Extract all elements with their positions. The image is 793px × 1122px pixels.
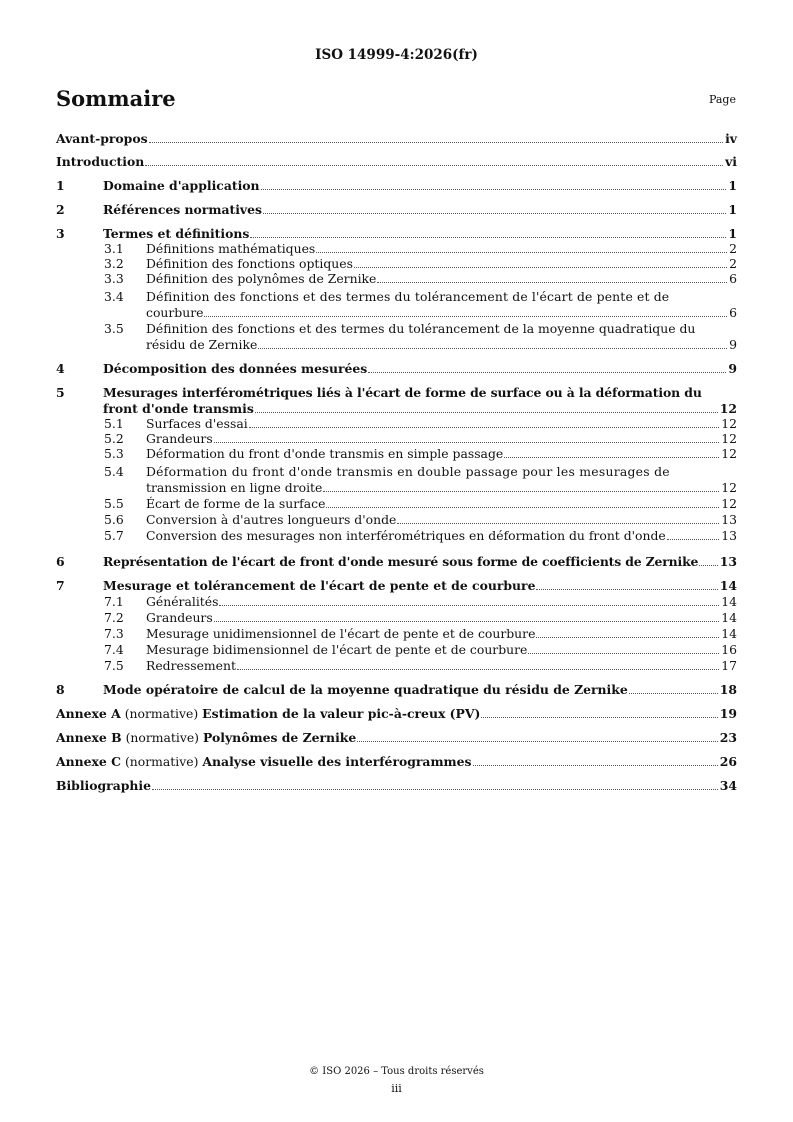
toc-entry-5-line2[interactable]: front d'onde transmis 12 [103, 401, 737, 416]
toc-entry-7-4[interactable]: 7.4 Mesurage bidimensionnel de l'écart de pente et de courbure 16 [104, 642, 737, 657]
toc-entry-annex-c[interactable]: Annexe C (normative) Analyse visuelle des interférogrammes 26 [56, 754, 737, 769]
toc-entry-7[interactable]: 7 Mesurage et tolérancement de l'écart de pente et de courbure 14 [56, 578, 737, 593]
toc-entry-7-1[interactable]: 7.1 Généralités 14 [104, 594, 737, 609]
toc-entry-3-1[interactable]: 3.1 Définitions mathématiques 2 [104, 241, 737, 256]
toc-entry-4[interactable]: 4 Décomposition des données mesurées 9 [56, 361, 737, 376]
toc-entry-5-4-line1[interactable]: 5.4 Déformation du front d'onde transmis en double passage pour les mesurages de [104, 464, 670, 479]
toc-entry-annex-b[interactable]: Annexe B (normative) Polynômes de Zernike 23 [56, 730, 737, 745]
toc-entry-3[interactable]: 3 Termes et définitions 1 [56, 226, 737, 241]
toc-entry-3-5-line2[interactable]: résidu de Zernike 9 [146, 337, 737, 352]
toc-entry-5-6[interactable]: 5.6 Conversion à d'autres longueurs d'onde 13 [104, 512, 737, 527]
toc-entry-8[interactable]: 8 Mode opératoire de calcul de la moyenne quadratique du résidu de Zernike 18 [56, 682, 737, 697]
toc-entry-3-2[interactable]: 3.2 Définition des fonctions optiques 2 [104, 256, 737, 271]
toc-entry-5-5[interactable]: 5.5 Écart de forme de la surface 12 [104, 496, 737, 511]
toc-entry-5-3[interactable]: 5.3 Déformation du front d'onde transmis en simple passage 12 [104, 446, 737, 461]
toc-entry-3-3[interactable]: 3.3 Définition des polynômes de Zernike 6 [104, 271, 737, 286]
toc-entry-5-4-line2[interactable]: transmission en ligne droite 12 [146, 480, 737, 495]
toc-entry-bibliographie[interactable]: Bibliographie 34 [56, 778, 737, 793]
page-title: Sommaire [56, 86, 176, 111]
copyright-footer: © ISO 2026 – Tous droits réservés [309, 1066, 484, 1077]
toc-entry-5-1[interactable]: 5.1 Surfaces d'essai 12 [104, 416, 737, 431]
toc-entry-introduction[interactable]: Introduction vi [56, 154, 737, 169]
toc-entry-3-4-line2[interactable]: courbure 6 [146, 305, 737, 320]
page-number: iii [391, 1082, 402, 1095]
toc-entry-5-2[interactable]: 5.2 Grandeurs 12 [104, 431, 737, 446]
toc-entry-7-2[interactable]: 7.2 Grandeurs 14 [104, 610, 737, 625]
toc-entry-7-3[interactable]: 7.3 Mesurage unidimensionnel de l'écart de pente et de courbure 14 [104, 626, 737, 641]
toc-entry-3-5-line1[interactable]: 3.5 Définition des fonctions et des termes du tolérancement de la moyenne quadratique du [104, 321, 696, 336]
toc-entry-1[interactable]: 1 Domaine d'application 1 [56, 178, 737, 193]
toc-entry-3-4-line1[interactable]: 3.4 Définition des fonctions et des termes du tolérancement de l'écart de pente et de [104, 289, 670, 304]
document-header: ISO 14999-4:2026(fr) [315, 47, 478, 63]
toc-entry-6[interactable]: 6 Représentation de l'écart de front d'onde mesuré sous forme de coefficients de Zernike 13 [56, 554, 737, 569]
page-column-label: Page [708, 93, 736, 106]
toc-entry-5-line1[interactable]: 5 Mesurages interférométriques liés à l'écart de forme de surface ou à la déformation du [56, 385, 702, 400]
toc-entry-2[interactable]: 2 Références normatives 1 [56, 202, 737, 217]
toc-entry-avant-propos[interactable]: Avant-propos iv [56, 131, 737, 146]
toc-entry-5-7[interactable]: 5.7 Conversion des mesurages non interférométriques en déformation du front d'onde 13 [104, 528, 737, 543]
toc-entry-annex-a[interactable]: Annexe A (normative) Estimation de la valeur pic-à-creux (PV) 19 [56, 706, 737, 721]
toc-entry-7-5[interactable]: 7.5 Redressement 17 [104, 658, 737, 673]
